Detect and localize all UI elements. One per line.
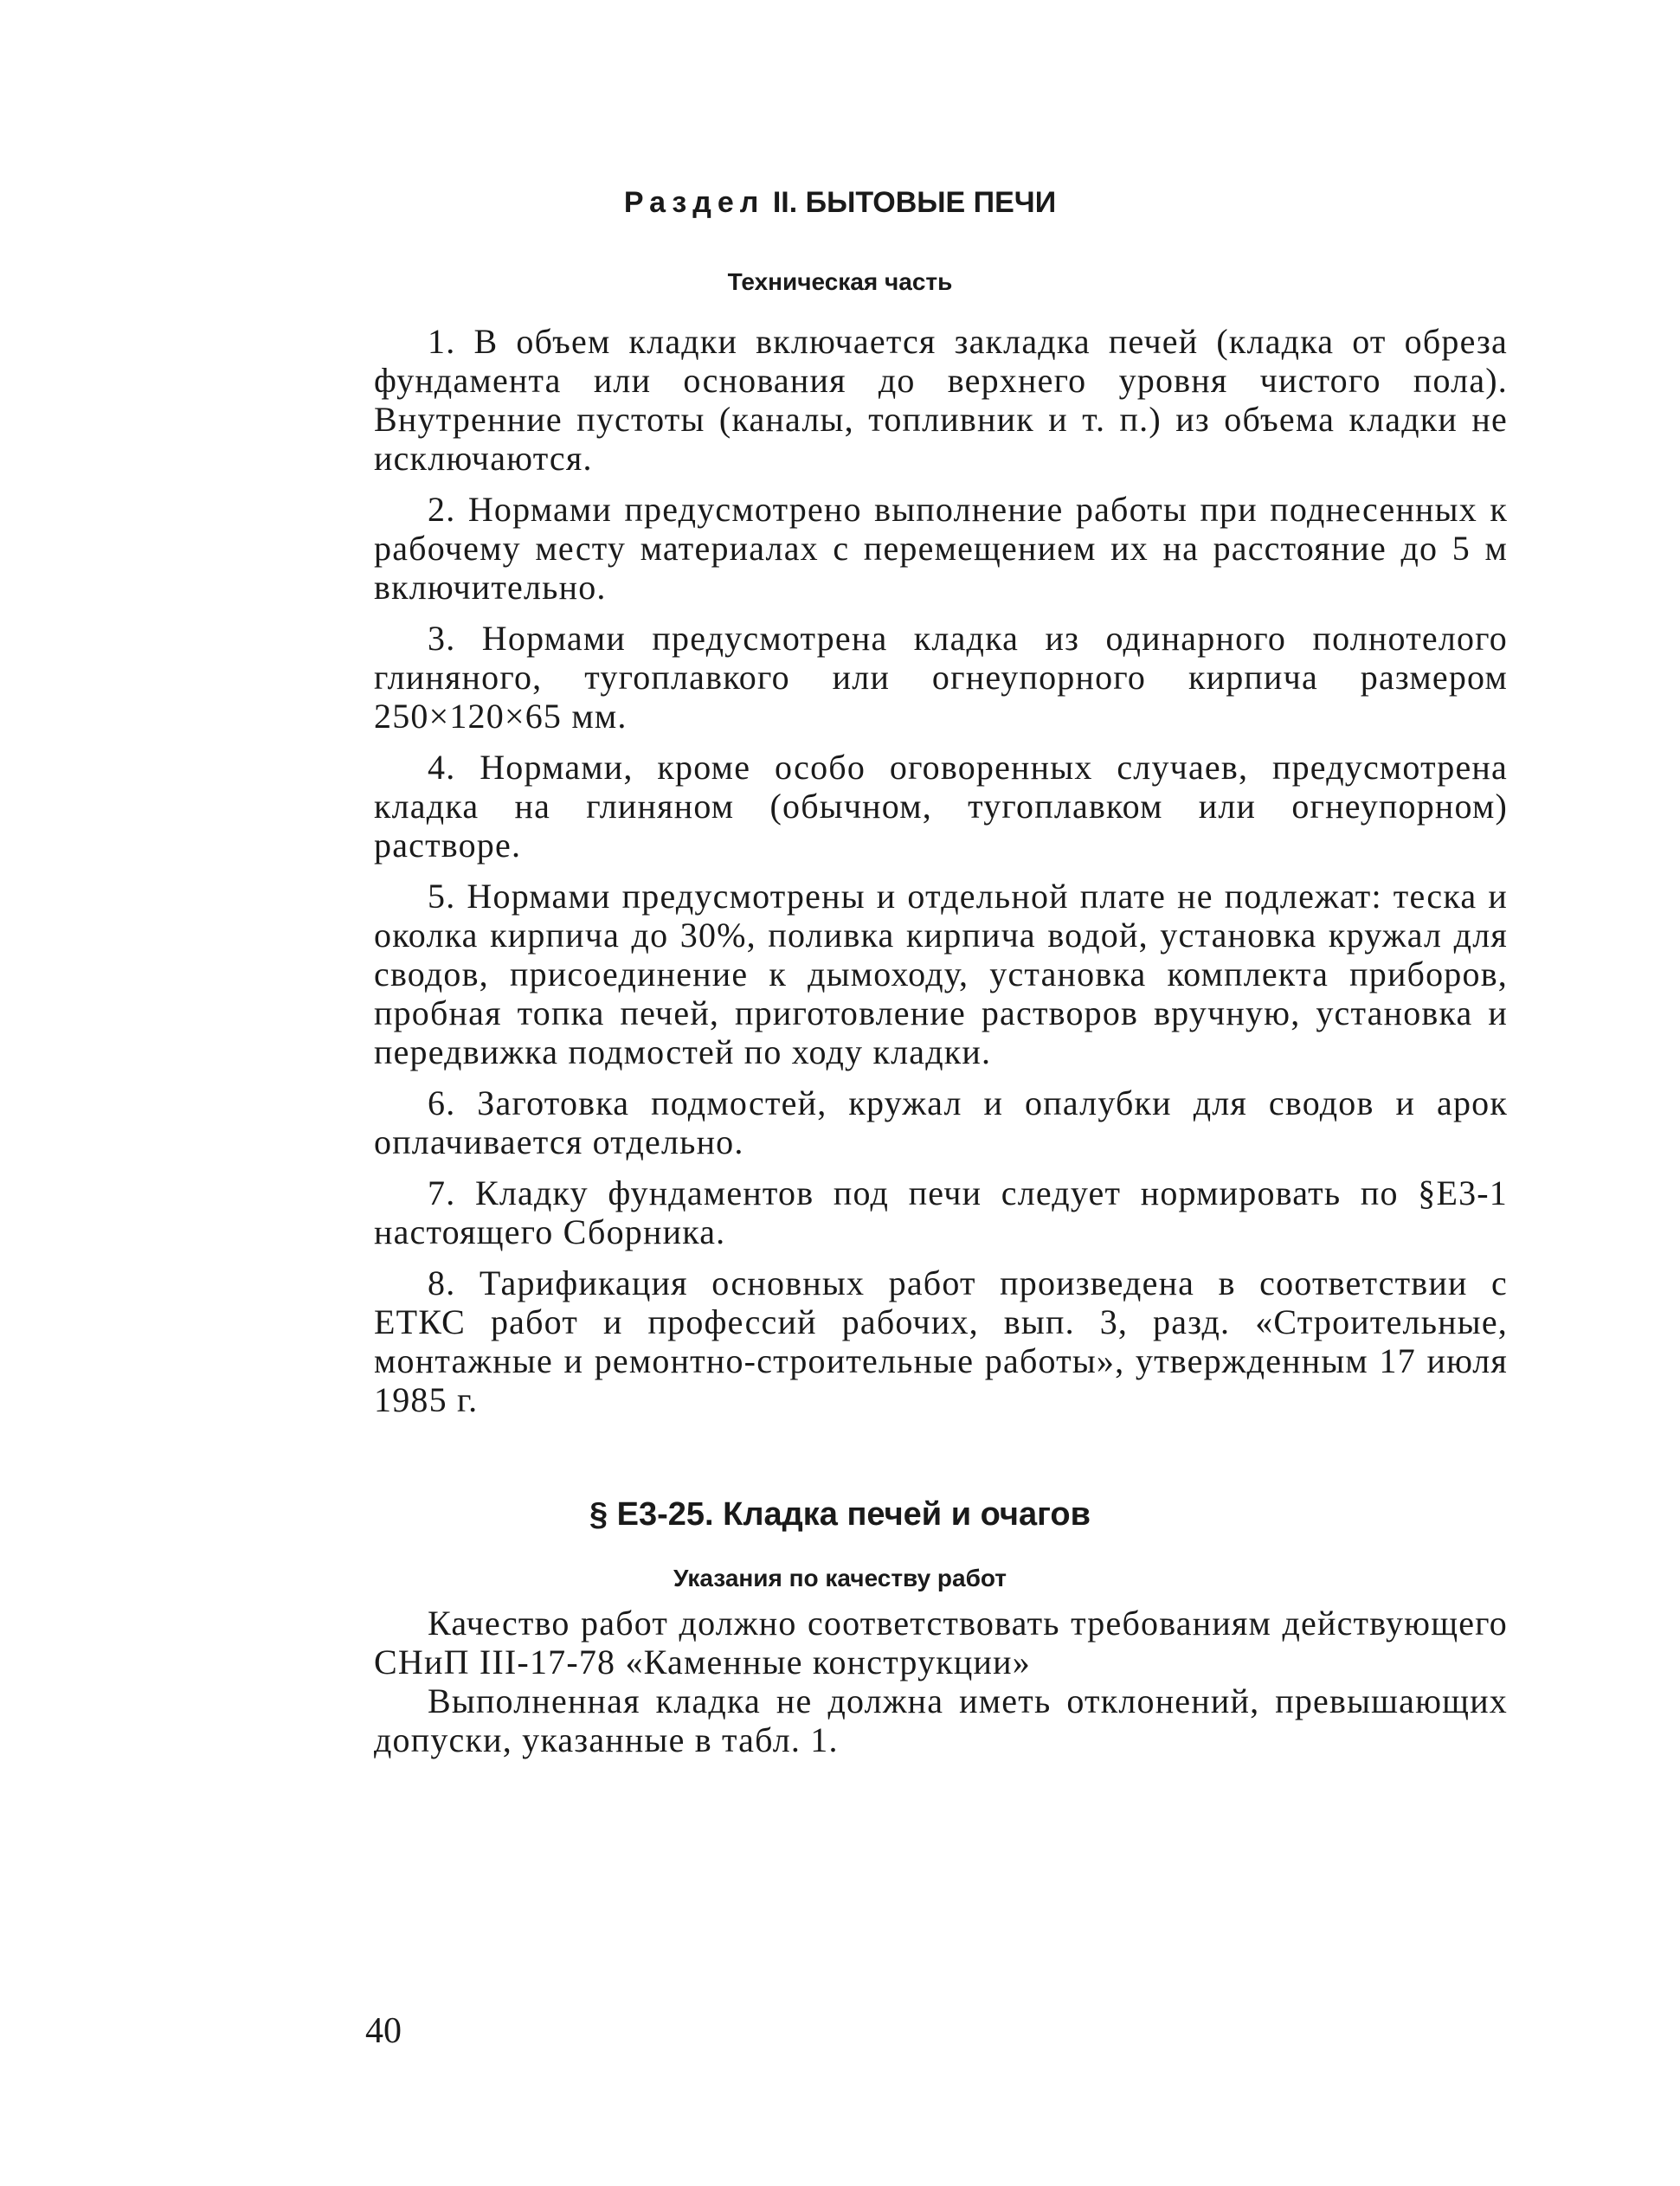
- quality-paragraph-1: Качество работ должно соответствовать требованиям действующего СНиП III-17-78 «Каменные конструкции»: [374, 1604, 1508, 1681]
- paragraph-title: § Е3-25. Кладка печей и очагов: [589, 1496, 1091, 1533]
- section-subtitle: Техническая часть: [727, 268, 953, 295]
- technical-item-7: 7. Кладку фундаментов под печи следует нормировать по §Е3-1 настоящего Сборника.: [374, 1173, 1508, 1251]
- technical-item-3: 3. Нормами предусмотрена кладка из одинарного полнотелого глиняного, тугоплавкого или огнеупорного кирпича размером 250×120×65 мм.: [374, 619, 1508, 736]
- technical-item-8: 8. Тарификация основных работ произведена в соответствии с ЕТКС работ и профессий рабочих, вып. 3, разд. «Строительные, монтажные и ремонтно-строительные работы», утвержденным 17 июля 1985 г.: [374, 1263, 1508, 1419]
- section-title: [0, 183, 1680, 222]
- quality-paragraph-2: Выполненная кладка не должна иметь отклонений, превышающих допуски, указанные в табл. 1.: [374, 1681, 1508, 1759]
- section-label: Раздел: [623, 186, 765, 219]
- technical-item-2: 2. Нормами предусмотрено выполнение работы при поднесенных к рабочему месту материалах с перемещением их на расстояние до 5 м включительно.: [374, 490, 1508, 607]
- section-heading: II. БЫТОВЫЕ ПЕЧИ: [772, 186, 1057, 219]
- quality-text: [374, 1604, 1508, 1759]
- technical-part-text: [374, 322, 1508, 1431]
- paragraph-subtitle: Указания по качеству работ: [673, 1565, 1007, 1591]
- technical-item-4: 4. Нормами, кроме особо оговоренных случаев, предусмотрена кладка на глиняном (обычном, тугоплавком или огнеупорном) растворе.: [374, 748, 1508, 865]
- technical-item-5: 5. Нормами предусмотрены и отдельной плате не подлежат: теска и околка кирпича до 30%, поливка кирпича водой, установка кружал для сводов, присоединение к дымоходу, установка комплекта приборов, пробная топка печей, приготовление растворов вручную, установка и передвижка подмостей по ходу кладки.: [374, 877, 1508, 1071]
- technical-item-6: 6. Заготовка подмостей, кружал и опалубки для сводов и арок оплачивается отдельно.: [374, 1083, 1508, 1161]
- page-number: 40: [365, 2011, 402, 2051]
- technical-item-1: 1. В объем кладки включается закладка печей (кладка от обреза фундамента или основания до верхнего уровня чистого пола). Внутренние пустоты (каналы, топливник и т. п.) из объема кладки не исключаются.: [374, 322, 1508, 478]
